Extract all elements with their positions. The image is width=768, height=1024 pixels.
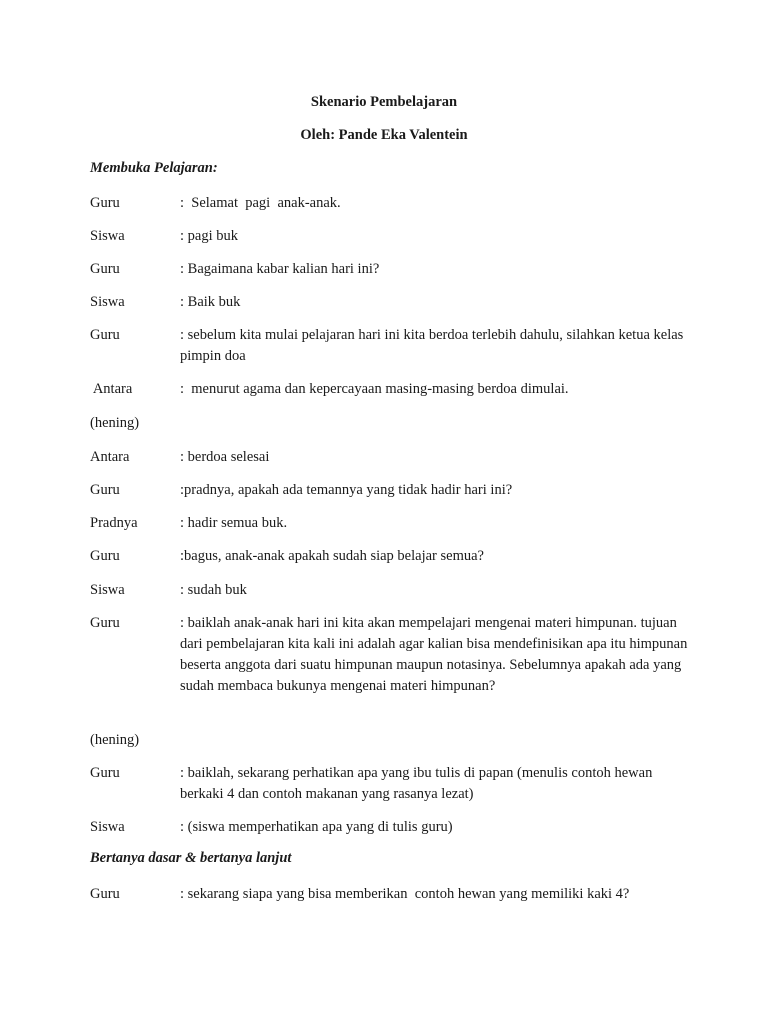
dialog-speaker: Guru xyxy=(90,327,120,343)
dialog-text: : Bagaimana kabar kalian hari ini? xyxy=(180,261,380,277)
dialog-speaker: Siswa xyxy=(90,582,125,598)
stage-direction: (hening) xyxy=(90,732,140,748)
dialog-speaker: Siswa xyxy=(90,819,125,835)
dialog-text: :pradnya, apakah ada temannya yang tidak hadir hari ini? xyxy=(180,482,513,498)
dialog-speaker: Guru xyxy=(90,765,120,781)
dialog-speaker: Guru xyxy=(90,886,120,902)
dialog-text: : pagi buk xyxy=(180,228,238,244)
dialog-speaker: Guru xyxy=(90,195,120,211)
dialog-speaker: Guru xyxy=(90,548,120,564)
dialog-speaker: Guru xyxy=(90,482,120,498)
dialog-text: : sudah buk xyxy=(180,582,247,598)
stage-direction: (hening) xyxy=(90,415,140,431)
dialog-text: : Selamat pagi anak-anak. xyxy=(180,195,341,211)
dialog-text: : baiklah anak-anak hari ini kita akan mempelajari mengenai materi himpunan. tujuan dari pembelajaran kita kali ini adalah agar kalian bisa mendefinisikan apa itu himpunan beserta anggota dari suatu himpunan maupun notasinya. Sebelumnya apakah ada yang sudah membaca bukunya mengenai materi himpunan? xyxy=(180,615,691,694)
dialog-speaker: Guru xyxy=(90,261,120,277)
dialog-speaker: Siswa xyxy=(90,294,125,310)
section-heading-open: Membuka Pelajaran: xyxy=(90,160,218,176)
dialog-speaker: Antara xyxy=(90,381,133,397)
dialog-text: : berdoa selesai xyxy=(180,449,270,465)
dialog-text: : baiklah, sekarang perhatikan apa yang ibu tulis di papan (menulis contoh hewan berkaki 4 dan contoh makanan yang rasanya lezat) xyxy=(180,765,656,802)
dialog-text: :bagus, anak-anak apakah sudah siap belajar semua? xyxy=(180,548,484,564)
dialog-speaker: Guru xyxy=(90,615,120,631)
section-heading-ask: Bertanya dasar & bertanya lanjut xyxy=(90,850,292,866)
dialog-speaker: Siswa xyxy=(90,228,125,244)
document-author: Oleh: Pande Eka Valentein xyxy=(300,127,468,143)
dialog-text: : sebelum kita mulai pelajaran hari ini kita berdoa terlebih dahulu, silahkan ketua kelas pimpin doa xyxy=(180,327,687,364)
document-title: Skenario Pembelajaran xyxy=(310,94,458,110)
dialog-text: : (siswa memperhatikan apa yang di tulis guru) xyxy=(180,819,453,835)
dialog-text: : menurut agama dan kepercayaan masing-masing berdoa dimulai. xyxy=(180,381,569,397)
dialog-text: : hadir semua buk. xyxy=(180,515,288,531)
dialog-speaker: Pradnya xyxy=(90,515,138,531)
dialog-text: : sekarang siapa yang bisa memberikan contoh hewan yang memiliki kaki 4? xyxy=(180,886,630,902)
dialog-text: : Baik buk xyxy=(180,294,241,310)
dialog-speaker: Antara xyxy=(90,449,130,465)
